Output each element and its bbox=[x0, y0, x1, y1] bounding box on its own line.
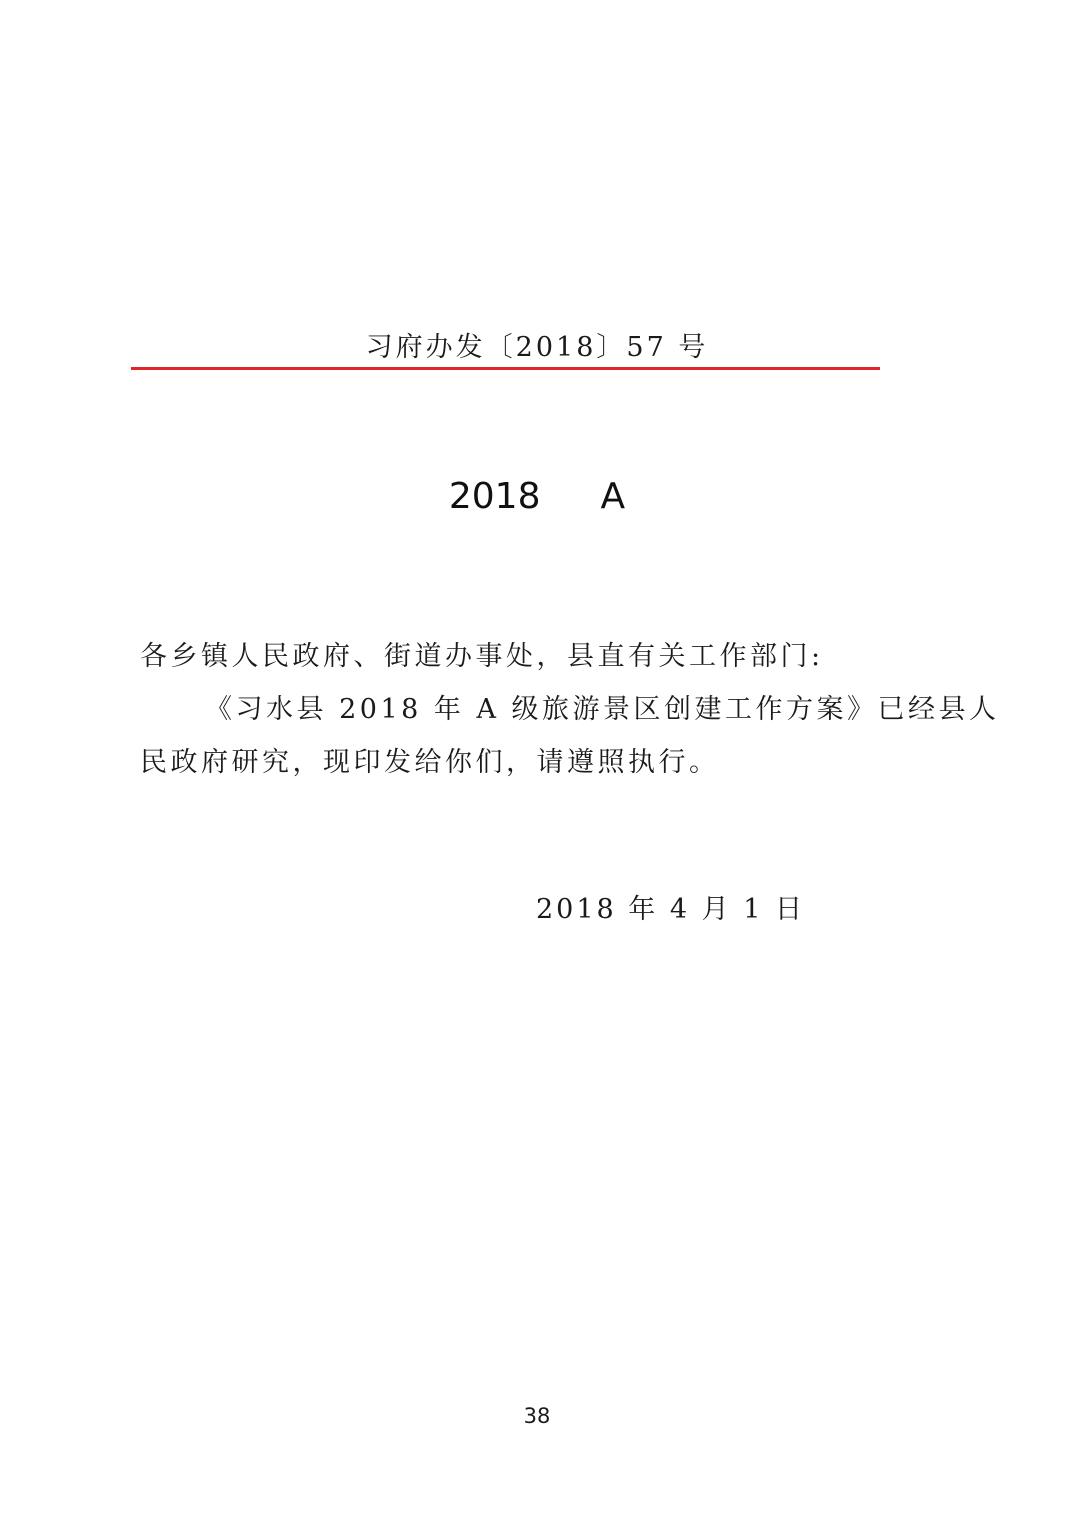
salutation: 各乡镇人民政府、街道办事处，县直有关工作部门: bbox=[140, 641, 824, 672]
page-number: 38 bbox=[523, 1404, 551, 1428]
document-title-grade: A bbox=[600, 476, 626, 517]
signature-date: 2018 年 4 月 1 日 bbox=[536, 894, 805, 925]
paragraph-line-1: 《习水县 2018 年 A 级旅游景区创建工作方案》已经县人 bbox=[205, 694, 1000, 725]
paragraph-line-2: 民政府研究，现印发给你们，请遵照执行。 bbox=[140, 747, 720, 778]
document-number: 习府办发〔2018〕57 号 bbox=[365, 332, 709, 363]
red-separator-rule bbox=[131, 367, 880, 370]
document-title-year: 2018 bbox=[448, 476, 541, 517]
document-title bbox=[0, 472, 1074, 522]
